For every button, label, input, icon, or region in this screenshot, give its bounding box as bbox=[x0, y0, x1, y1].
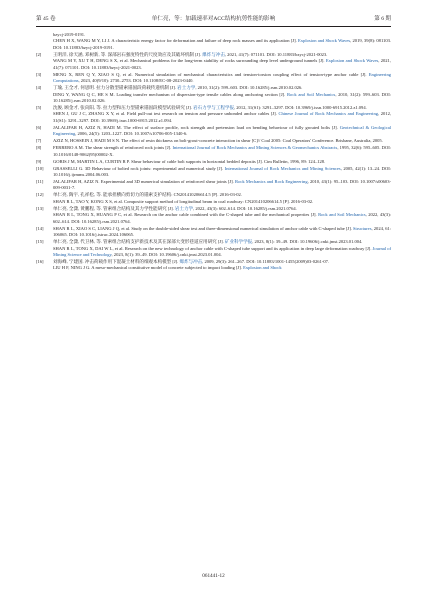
reference-text: , 2009, 29(3): 261–267. DOI: 10.11883/1001-1455(2009)03-0261-07. bbox=[202, 258, 330, 264]
journal-link[interactable]: Rock Mechanics and Rock Engineering bbox=[235, 178, 308, 184]
reference-text: GRASSELLI G. 3D Behaviour of bolted rock joints: experimental and numerical study [J]. bbox=[53, 165, 225, 171]
reference-text: SHAN R L, XIAO S C, LIANG J Q, et al. Study on the double-sided shear test and three-dimensional numerical simulation of anchor cable with C-shaped tube [J]. bbox=[53, 225, 354, 231]
reference-number: [2] bbox=[36, 51, 42, 57]
reference-text: 王明洋, 徐天涵, 邓树新, 等. 深部岩石强度特性的尺度效应及其破坏机制 [J]. bbox=[53, 51, 203, 57]
reference-entry bbox=[36, 58, 391, 71]
reference-text: , 2021, 41(7): 071101. DOI: 10.11883/bzycj-2021-0023. bbox=[53, 58, 391, 70]
reference-entry bbox=[36, 212, 391, 225]
reference-entry bbox=[36, 111, 391, 124]
reference-number: [12] bbox=[36, 192, 44, 198]
reference-text: LIU H F, NING J G. A meso-mechanical constitutive model of concrete subjected to impact loading [J]. bbox=[53, 265, 244, 271]
reference-text: , 2022, 43(3): 602–614. DOI: 10.16285/j.rsm.2021.0764. bbox=[53, 212, 391, 224]
reference-entry bbox=[36, 138, 391, 144]
reference-text: , 2012, 31(S1): 3291–3297. DOI: 10.3969/j.issn.1000-6915.2012.z1.094. bbox=[53, 111, 391, 123]
reference-text: , 2024, 61: 106065. DOI: 10.1016/j.istruc.2024.106065. bbox=[53, 225, 391, 238]
reference-number: [13] bbox=[36, 205, 44, 211]
journal-link[interactable]: International Journal of Rock Mechanics and Mining Sciences & Geomechanics Abstracts bbox=[172, 145, 338, 151]
reference-text: , 2023, 8(1): 39–49. DOI: 10.19606/j.cnki.jmst.2023.01.004. bbox=[111, 251, 222, 257]
reference-text: 沈俊, 顾金才, 张向阳, 等. 拉力型和压力型锚索锚固段模型试验研究 [J]. bbox=[53, 104, 194, 110]
reference-number: [14] bbox=[36, 225, 44, 231]
reference-text: WANG M Y, XU T H, DENG S X, et al. Mechanical problems for the long-term stability of rocks surrounding deep level underground tunnels [J]. bbox=[53, 58, 326, 64]
reference-text: , 2023, 40(9/10): 2730–2753. DOI: 10.1108/EC-08-2023-0440. bbox=[78, 78, 194, 84]
reference-list bbox=[36, 32, 391, 272]
reference-text: , 2005, 42(1): 13–24. DOI: 10.1016/j.ijrmms.2004.06.003. bbox=[53, 165, 391, 178]
reference-text: CHEN H X, WANG M Y, LI J. A characteristic energy factor for deformation and failure of deep rock masses and its application [J]. bbox=[53, 38, 299, 44]
reference-text: SHAN R L, TONG X, HUANG P C, et al. Research on the anchor cable combined with the C-shaped tube and the mechanical properties [J]. bbox=[53, 212, 319, 218]
journal-link[interactable]: 岩石力学与工程学报 bbox=[193, 104, 234, 110]
journal-link[interactable]: 矿业科学学报 bbox=[224, 239, 253, 245]
running-title: 单仁亮，等：加载速率对ACC结构抗剪性能的影响 bbox=[151, 16, 276, 22]
reference-text: 单仁亮, 全潇, 黄鹏程, 等. 管索组合结构及其力学性能研究 [J]. bbox=[53, 205, 175, 211]
journal-link[interactable]: Rock and Soil Mechanics bbox=[318, 212, 366, 218]
reference-text: , 1995, 32(6): 595–605. DOI: 10.1016/0148-9062(95)00002-X. bbox=[53, 145, 392, 157]
reference-number: [4] bbox=[36, 85, 42, 91]
journal-link[interactable]: 岩土力学 bbox=[174, 205, 194, 211]
reference-text: JALALIFAR H, AZIZ N, HADI M. The effect of surface profile, rock strength and pretension load on bending behaviour of fully grouted bolts [J]. bbox=[53, 124, 340, 130]
journal-link[interactable]: Structures bbox=[353, 225, 372, 231]
reference-number: [8] bbox=[36, 145, 42, 151]
reference-number: [9] bbox=[36, 158, 42, 164]
reference-text: JALALIFAR H, AZIZ N. Experimental and 3D numerical simulation of reinforced shear joints [J]. bbox=[53, 178, 236, 184]
reference-entry bbox=[36, 145, 391, 158]
reference-text: , 2023, 8(1): 39–49. DOI: 10.19606/j.cnki.jmst.2023.01.004. bbox=[252, 239, 363, 245]
journal-link[interactable]: Journal of Mining Science and Technology bbox=[53, 245, 391, 257]
journal-link[interactable]: 岩土力学 bbox=[177, 85, 196, 91]
reference-text: 刘海峰, 宁建国. 冲击荷载作用下混凝土材料的细观本构模型 [J]. bbox=[53, 258, 180, 264]
reference-entry bbox=[36, 92, 391, 105]
reference-text: 单仁亮, 全潇, 代卫林, 等. 管索组合结构支护新技术及其在深部大变形巷道应用研究 [J]. bbox=[53, 239, 225, 245]
reference-text: , 2012, 31(S1): 3291–3297. DOI: 10.3969/j.issn.1000-6915.2012.z1.094. bbox=[234, 104, 367, 110]
reference-text: , 2010, 31(2): 599–603. DOI: 10.16285/j.rsm.2010.02.026. bbox=[53, 91, 391, 104]
reference-entry bbox=[36, 38, 391, 51]
reference-entry bbox=[36, 226, 391, 239]
journal-link[interactable]: 爆炸与冲击 bbox=[202, 51, 225, 57]
journal-link[interactable]: Explosion and Shock Waves bbox=[298, 38, 351, 44]
journal-link[interactable]: Explosion and Shock bbox=[243, 265, 282, 271]
reference-text: , 2010, 31(2): 599–603. DOI: 10.16285/j.rsm.2010.02.026. bbox=[195, 85, 303, 91]
journal-link[interactable]: Rock and Soil Mechanics bbox=[287, 91, 336, 97]
reference-text: MENG X, REN Q Y, XIAO S Q, et al. Numerical simulation of mechanical characteristics and tension-torsion coupling effect of tension-type anchor cable [J]. bbox=[53, 71, 369, 77]
volume-label: 第 45 卷 bbox=[36, 16, 56, 22]
journal-link[interactable]: International Journal of Rock Mechanics and Mining Sciences bbox=[224, 165, 341, 171]
reference-text: SHAN R L, TAO Y, KONG X S, et al. Composite support method of longitudinal beam in coal roadway: CN201410206614.5 [P]. 2016-03-02. bbox=[53, 198, 314, 204]
reference-text: AZIZ N, HOSSEIN J, HADI M S N. The effect of resin thickness on bolt-grout-concrete interaction in shear [C]// Coal 2005: Coal Operators' Conference. Brisbane, Australia, 2005. bbox=[53, 138, 383, 144]
journal-link[interactable]: Chinese Journal of Rock Mechanics and Engineering bbox=[278, 111, 378, 117]
page-number: 061441-12 bbox=[202, 573, 225, 579]
reference-text: , 2010, 43(1): 95–103. DOI: 10.1007/s00603-009-0031-7. bbox=[53, 178, 391, 191]
journal-link[interactable]: Explosion and Shock Waves bbox=[325, 58, 379, 64]
reference-text: , 2019, 39(8): 081103. DOI: 10.11883/bzycj-2019-0191. bbox=[53, 38, 391, 50]
reference-text: FERRERO A M. The shear strength of reinforced rock joints [J]. bbox=[53, 145, 173, 151]
reference-number: [10] bbox=[36, 165, 44, 171]
reference-number: [7] bbox=[36, 138, 42, 144]
reference-text: GORIS J M, MARTIN L A, CURTIN R P. Shear behaviour of cable bolt supports in horizontal bedded deposits [J]. Cim Bulletin, 1996, 89: 124–128. bbox=[53, 158, 326, 164]
running-header bbox=[36, 16, 391, 26]
reference-text: , 2021, 41(7): 071101. DOI: 10.11883/bzycj-2021-0023. bbox=[224, 51, 328, 57]
reference-text: SHEN J, GU J C, ZHANG X Y, et al. Field pull-out test research on tension and pressure unbonded anchor cables [J]. bbox=[53, 111, 279, 117]
reference-entry bbox=[36, 166, 391, 179]
journal-link[interactable]: 爆炸与冲击 bbox=[179, 258, 203, 264]
reference-text: 单仁亮, 陶宇, 孔祥松, 等. 能承担横向剪切力的锚索支护结构: CN201410206614.5 [P]. 2016-03-02. bbox=[53, 192, 242, 198]
reference-text: SHAN R L, TONG X, DAI W L, et al. Research on the new technology of anchor cable with C-shaped tube support and its application in deep large deformation roadway [J]. bbox=[53, 245, 373, 251]
reference-number: [5] bbox=[36, 104, 42, 110]
reference-number: [16] bbox=[36, 258, 44, 264]
reference-entry bbox=[36, 179, 391, 192]
reference-entry bbox=[36, 246, 391, 259]
reference-text: DING Y, WANG Q C, HE S M. Loading transfer mechanism of dispersion-type tensile cables along anchoring section [J]. bbox=[53, 91, 288, 97]
reference-number: [15] bbox=[36, 239, 44, 245]
journal-link[interactable]: Engineering Computations bbox=[53, 71, 391, 84]
reference-entry bbox=[36, 265, 391, 271]
reference-entry bbox=[36, 159, 391, 165]
reference-entry bbox=[36, 199, 391, 205]
journal-link[interactable]: Geotechnical & Geological Engineering bbox=[53, 124, 391, 137]
reference-number: [11] bbox=[36, 178, 44, 184]
reference-entry bbox=[36, 125, 391, 138]
header-rule bbox=[36, 26, 391, 27]
reference-text: , 2022, 43(3): 602–614. DOI: 10.16285/j.rsm.2021.0764. bbox=[193, 205, 297, 211]
reference-number: [3] bbox=[36, 71, 42, 77]
reference-text: 丁瑜, 王全才, 何思明. 拉力分散型锚索锚固段荷载传递机制 [J]. bbox=[53, 85, 178, 91]
reference-entry bbox=[36, 72, 391, 85]
reference-text: bzycj-2019-0191. bbox=[53, 32, 86, 37]
issue-label: 第 6 期 bbox=[374, 16, 391, 22]
reference-number: [6] bbox=[36, 124, 42, 130]
reference-text: , 2006, 24(5): 1203–1227. DOI: 10.1007/s10706-005-1340-6. bbox=[75, 131, 188, 137]
